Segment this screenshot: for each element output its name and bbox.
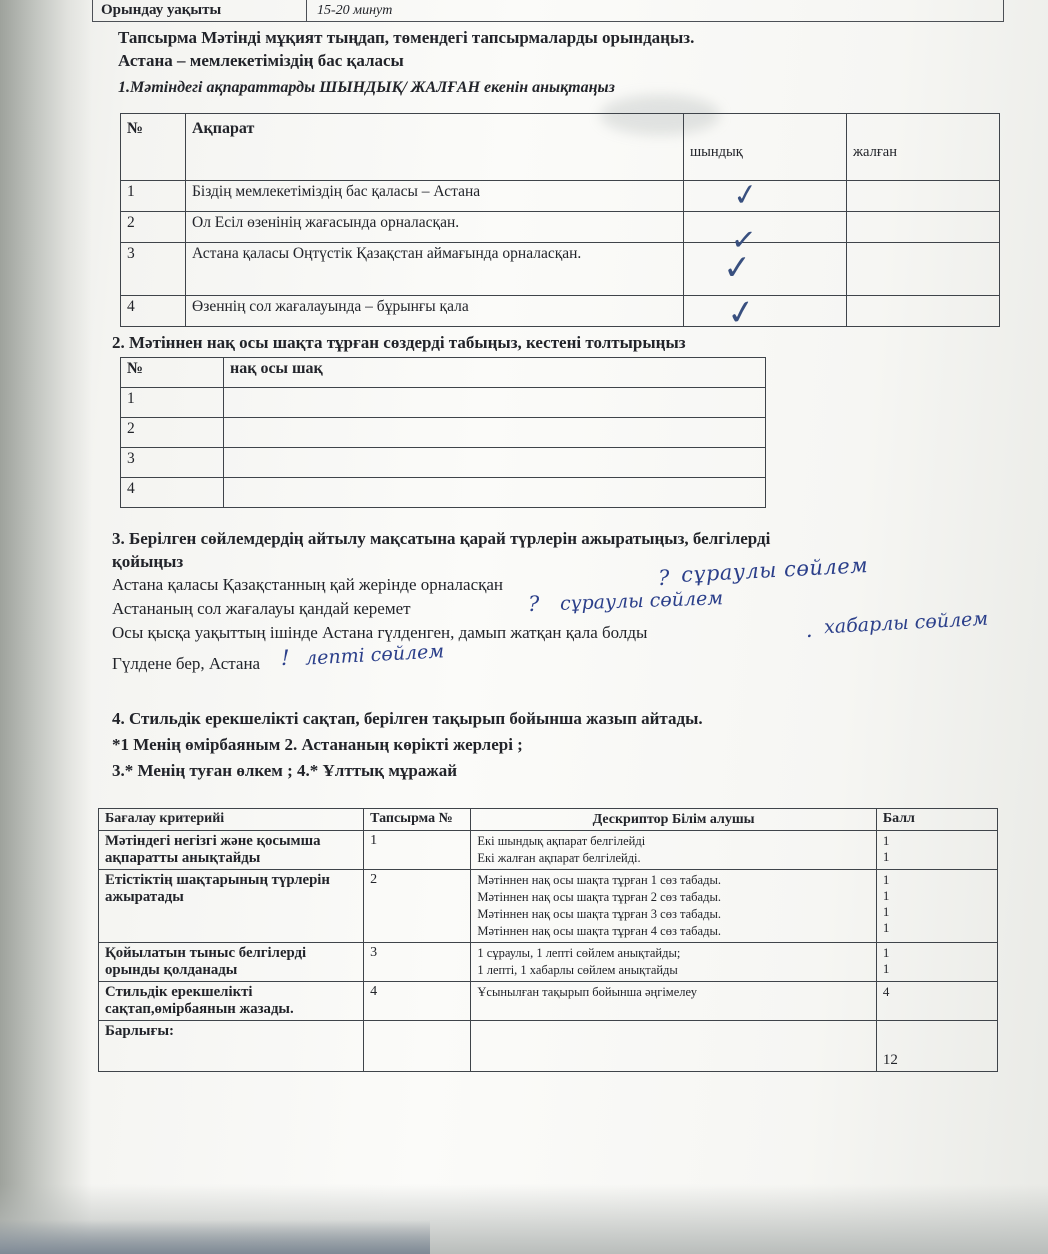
rubric-total-task bbox=[364, 1021, 471, 1072]
table1-header-info: Ақпарат bbox=[186, 114, 684, 181]
table-row bbox=[121, 114, 1000, 181]
rubric-total-descriptor bbox=[471, 1021, 876, 1072]
table1-row-false-cell[interactable] bbox=[847, 243, 1000, 296]
table-row bbox=[99, 1021, 998, 1072]
table1-row-text: Астана қаласы Оңтүстік Қазақстан аймағында орналасқан. bbox=[186, 243, 684, 296]
table1-row-no: 3 bbox=[121, 243, 186, 296]
table2-row-no: 2 bbox=[121, 418, 224, 448]
rubric-header-task: Тапсырма № bbox=[364, 809, 471, 831]
table1-row-text: Өзеннің сол жағалауында – бұрынғы қала bbox=[186, 296, 684, 327]
rubric-criterion: Қойылатын тыныс белгілерді орынды қолданады bbox=[99, 943, 364, 982]
task3-sentence-1: Астана қаласы Қазақстанның қай жерінде орналасқан bbox=[112, 575, 504, 594]
table1-row-true-cell[interactable] bbox=[684, 212, 847, 243]
table2-row-answer[interactable] bbox=[224, 418, 766, 448]
task3-sentence-2: Астананың сол жағалауы қандай керемет bbox=[112, 599, 411, 618]
rubric-points: 1 1 bbox=[876, 943, 997, 982]
table2-row-no: 1 bbox=[121, 388, 224, 418]
table-row bbox=[121, 358, 766, 388]
handwritten-mark-2: ? bbox=[528, 592, 540, 616]
task3-sentence-3: Осы қысқа уақыттың ішінде Астана гүлденген, дамып жатқан қала болды bbox=[112, 623, 648, 642]
rubric-descriptors: Ұсынылған тақырып бойынша әңгімелеу bbox=[471, 982, 876, 1021]
table2-row-no: 3 bbox=[121, 448, 224, 478]
handwritten-check-2: ✓ bbox=[729, 222, 758, 259]
table-row bbox=[121, 181, 1000, 212]
table-row bbox=[99, 809, 998, 831]
table-row bbox=[99, 831, 998, 870]
truth-false-table bbox=[120, 113, 1000, 327]
exam-duration-row bbox=[92, 0, 1004, 22]
rubric-total-points: 12 bbox=[876, 1021, 997, 1072]
rubric-task-no: 1 bbox=[364, 831, 471, 870]
table1-header-true: шындық bbox=[684, 114, 847, 181]
rubric-total-label: Барлығы: bbox=[99, 1021, 364, 1072]
rubric-header-descriptor: Дескриптор Білім алушы bbox=[471, 809, 876, 831]
rubric-criterion: Мәтіндегі негізгі және қосымша ақпаратты анықтайды bbox=[99, 831, 364, 870]
table-row bbox=[121, 388, 766, 418]
table1-header-no: № bbox=[121, 114, 186, 181]
task2-title: 2. Мәтіннен нақ осы шақта тұрған сөздерді табыңыз, кестені толтырыңыз bbox=[112, 333, 686, 352]
table-row bbox=[121, 448, 766, 478]
table-row bbox=[121, 243, 1000, 296]
handwritten-mark-3: . bbox=[806, 618, 814, 642]
handwritten-check-4: ✓ bbox=[724, 293, 759, 334]
table-row bbox=[121, 212, 1000, 243]
table1-row-no: 2 bbox=[121, 212, 186, 243]
handwritten-note-2: сұраулы сөйлем bbox=[559, 587, 724, 615]
intro-line-2: Астана – мемлекетіміздің бас қаласы bbox=[118, 51, 404, 70]
exam-duration-value: 15-20 минут bbox=[317, 2, 393, 18]
table1-header-false: жалған bbox=[847, 114, 1000, 181]
rubric-task-no: 2 bbox=[364, 870, 471, 943]
table1-row-text: Біздің мемлекетіміздің бас қаласы – Астана bbox=[186, 181, 684, 212]
table1-row-no: 1 bbox=[121, 181, 186, 212]
rubric-descriptors: Екі шындық ақпарат белгілейді Екі жалған ақпарат белгілейді. bbox=[471, 831, 876, 870]
handwritten-note-1: сұраулы сөйлем bbox=[680, 553, 869, 587]
table2-row-answer[interactable] bbox=[224, 388, 766, 418]
table2-row-answer[interactable] bbox=[224, 478, 766, 508]
table1-row-false-cell[interactable] bbox=[847, 296, 1000, 327]
intro-line-3: 1.Мәтіндегі ақпараттарды ШЫНДЫҚ/ ЖАЛҒАН екенін анықтаңыз bbox=[118, 79, 615, 96]
table-row bbox=[121, 418, 766, 448]
table-row bbox=[99, 870, 998, 943]
handwritten-note-4: лепті сөйлем bbox=[304, 640, 445, 670]
table1-row-true-cell[interactable] bbox=[684, 296, 847, 327]
rubric-points: 4 bbox=[876, 982, 997, 1021]
task4-line-3: 3.* Менің туған өлкем ; 4.* Ұлттық мұражай bbox=[112, 761, 458, 780]
table-row bbox=[121, 478, 766, 508]
handwritten-mark-4: ! bbox=[281, 646, 290, 670]
table2-header-no: № bbox=[121, 358, 224, 388]
table1-row-true-cell[interactable] bbox=[684, 243, 847, 296]
table-row bbox=[99, 982, 998, 1021]
task4-line-1: 4. Стильдік ерекшелікті сақтап, берілген тақырып бойынша жазып айтады. bbox=[112, 709, 703, 728]
rubric-descriptors: 1 сұраулы, 1 лепті сөйлем анықтайды; 1 лепті, 1 хабарлы сөйлем анықтайды bbox=[471, 943, 876, 982]
task3-title-line-2: қойыңыз bbox=[112, 552, 184, 571]
table2-header-tense: нақ осы шақ bbox=[224, 358, 766, 388]
table1-row-false-cell[interactable] bbox=[847, 181, 1000, 212]
table-row bbox=[99, 943, 998, 982]
rubric-header-points: Балл bbox=[876, 809, 997, 831]
rubric-criterion: Етістіктің шақтарының түрлерін ажыратады bbox=[99, 870, 364, 943]
task4-line-2: *1 Менің өмірбаяным 2. Астананың көрікті жерлері ; bbox=[112, 735, 523, 754]
task3-sentence-4: Гүлдене бер, Астана bbox=[112, 654, 261, 673]
rubric-criterion: Стильдік ерекшелікті сақтап,өмірбаянын жазады. bbox=[99, 982, 364, 1021]
rubric-points: 1 1 1 1 bbox=[876, 870, 997, 943]
rubric-points: 1 1 bbox=[876, 831, 997, 870]
handwritten-check-1: ✓ bbox=[730, 177, 761, 214]
handwritten-note-3: хабарлы сөйлем bbox=[823, 607, 989, 639]
rubric-task-no: 4 bbox=[364, 982, 471, 1021]
table-row bbox=[121, 296, 1000, 327]
intro-line-1: Тапсырма Мәтінді мұқият тыңдап, төмендегі тапсырмаларды орындаңыз. bbox=[118, 28, 695, 47]
assessment-rubric-table bbox=[98, 808, 998, 1072]
table1-row-no: 4 bbox=[121, 296, 186, 327]
table1-row-text: Ол Есіл өзенінің жағасында орналасқан. bbox=[186, 212, 684, 243]
exam-duration-label: Орындау уақыты bbox=[93, 0, 307, 21]
table2-row-no: 4 bbox=[121, 478, 224, 508]
table2-row-answer[interactable] bbox=[224, 448, 766, 478]
table1-row-false-cell[interactable] bbox=[847, 212, 1000, 243]
present-tense-table bbox=[120, 357, 766, 508]
rubric-descriptors: Мәтіннен нақ осы шақта тұрған 1 сөз табады. Мәтіннен нақ осы шақта тұрған 2 сөз табады. Мәтіннен нақ осы шақта тұрған 3 сөз табады. Мәтіннен нақ осы шақта тұрған 4 сөз табады. bbox=[471, 870, 876, 943]
rubric-header-criterion: Бағалау критерийі bbox=[99, 809, 364, 831]
handwritten-check-3: ✓ bbox=[722, 249, 753, 288]
rubric-task-no: 3 bbox=[364, 943, 471, 982]
handwritten-mark-1: ? bbox=[658, 566, 670, 590]
task3-title-line-1: 3. Берілген сөйлемдердің айтылу мақсатына қарай түрлерін ажыратыңыз, белгілерді bbox=[112, 529, 771, 548]
table1-row-true-cell[interactable] bbox=[684, 181, 847, 212]
